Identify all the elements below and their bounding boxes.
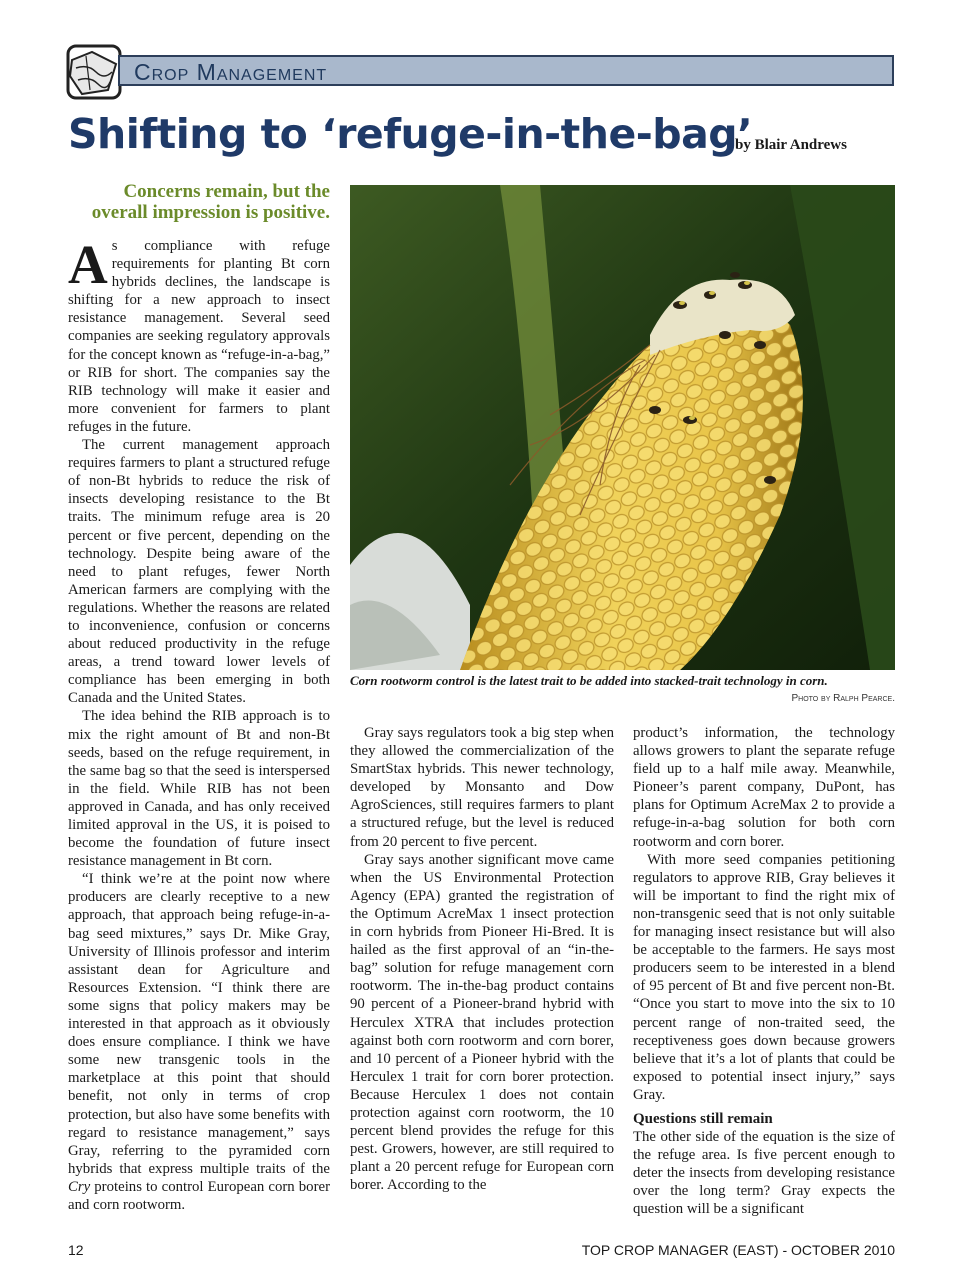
paragraph-text: s compliance with refuge requirements for planting Bt corn hybrids declines, the landscape is shifting for a new approach to insect resistance management. Several seed companies are seeking regulatory approvals for the concept known as “refuge-in-a-bag,” or RIB for short. The companies say the RIB technology will make it easier and more convenient for farmers to plant refuges in the future. bbox=[68, 238, 330, 435]
page-number: 12 bbox=[68, 1242, 84, 1258]
paragraph bbox=[68, 234, 330, 436]
section-banner bbox=[118, 55, 894, 86]
paragraph-text: “I think we’re at the point now where producers are clearly receptive to a new approach, that approach being refuge-in-a-bag seed mixtures,” says Dr. Mike Gray, University of Illinois professor and interim assistant dean for Agriculture and Resources Extension. “I think there are some signs that policy makers may be interested in that approach as it obviously does ensure compliance. I think we have some new transgenic tools in the marketplace at this point that should benefit, not only in terms of crop protection, but also have some benefits with regard to resistance management,” says Gray, referring to the pyramided corn hybrids that express multiple traits of the bbox=[68, 871, 330, 1177]
byline: by Blair Andrews bbox=[735, 137, 847, 153]
subheading: Questions still remain bbox=[633, 1110, 773, 1127]
paragraph-text: proteins to control European corn borer and corn rootworm. bbox=[68, 1178, 330, 1213]
deck: Concerns remain, but the overall impression is positive. bbox=[91, 181, 330, 223]
article-column-3 bbox=[633, 724, 895, 1219]
section-label: Crop Management bbox=[134, 59, 328, 85]
paragraph bbox=[68, 870, 330, 1214]
corn-ear-illustration bbox=[350, 185, 895, 670]
paragraph: product’s information, the technology allows growers to plant the separate refuge field up to a half mile away. Meanwhile, Pioneer’s parent company, DuPont, has plans for Optimum AcreMax 2 to provide a refuge-in-a-bag solution for both corn rootworm and corn borer. bbox=[633, 725, 895, 850]
italic-term: Cry bbox=[68, 1178, 91, 1195]
corn-ear-photo bbox=[350, 185, 895, 670]
paragraph: With more seed companies petitioning regulators to approve RIB, Gray believes it will be important to find the right mix of non-transgenic seed that is not only suitable for managing insect resistance but will also be acceptable to the farmers. He says most producers seem to be interested in a blend of 95 percent of Bt and five percent non-Bt. “Once you start to move into the six to 10 percent range of non-traited seed, the receptiveness goes down because growers believe that it’s a lot of plants that could be exposed to potential insect injury,” says Gray. bbox=[633, 851, 895, 1103]
article-column-2 bbox=[350, 724, 614, 1194]
photo-caption: Corn rootworm control is the latest trait to be added into stacked-trait technology in corn. bbox=[350, 673, 828, 688]
publication-footer: TOP CROP MANAGER (EAST) - OCTOBER 2010 bbox=[581, 1242, 895, 1258]
drop-cap: A bbox=[68, 234, 108, 295]
paragraph: The other side of the equation is the size of the refuge area. Is five percent enough to deter the insects from developing resistance over the long term? Gray expects the question will be a significant bbox=[633, 1129, 895, 1218]
article-column-1 bbox=[68, 234, 330, 1214]
photo-credit: Photo by Ralph Pearce. bbox=[791, 693, 895, 704]
paragraph: Gray says regulators took a big step when they allowed the commercialization of the SmartStax hybrids. This newer technology, developed by Monsanto and Dow AgroSciences, still requires farmers to plant a structured refuge, but the level is reduced from 20 percent to five percent. bbox=[350, 725, 614, 850]
headline: Shifting to ‘refuge-in-the-bag’ bbox=[68, 110, 753, 158]
paragraph: The current management approach requires farmers to plant a structured refuge of non-Bt hybrids to reduce the risk of insects developing resistance to the Bt traits. The minimum refuge area is 20 percent or five percent, depending on the technology. Despite being aware of the need to plant refuges, fewer North American farmers are complying with the regulations. Whether the reasons are related to inconvenience, confusion or concerns about reduced productivity in the refuge areas, a trend toward lower levels of compliance has been emerging in both Canada and the United States. bbox=[68, 437, 330, 707]
crop-map-icon bbox=[62, 42, 124, 102]
paragraph: Gray says another significant move came when the US Environmental Protection Agency (EPA) granted the registration of the Optimum AcreMax 1 insect protection in corn hybrids from Pioneer Hi-Bred. It is hailed as the first approval of an “in-the-bag” solution for refuge management corn rootworm. The in-the-bag product contains 90 percent of a Pioneer-brand hybrid with Herculex XTRA that includes protection against both corn rootworm and corn borer, and 10 percent of a Pioneer hybrid with the Herculex 1 trait for corn borer protection. Because Herculex 1 does not contain protection against corn rootworm, the 10 percent blend provides the refuge for this pest. Growers, however, are still required to plant a 20 percent refuge for European corn borer. According to the bbox=[350, 851, 614, 1194]
paragraph: The idea behind the RIB approach is to mix the right amount of Bt and non-Bt seeds, based on the refuge requirement, in the same bag so that the seed is interspersed in the field. While RIB has not been approved in Canada, and has only received limited approval in the US, it is poised to become the foundation of future insect resistance management in Bt corn. bbox=[68, 708, 330, 870]
